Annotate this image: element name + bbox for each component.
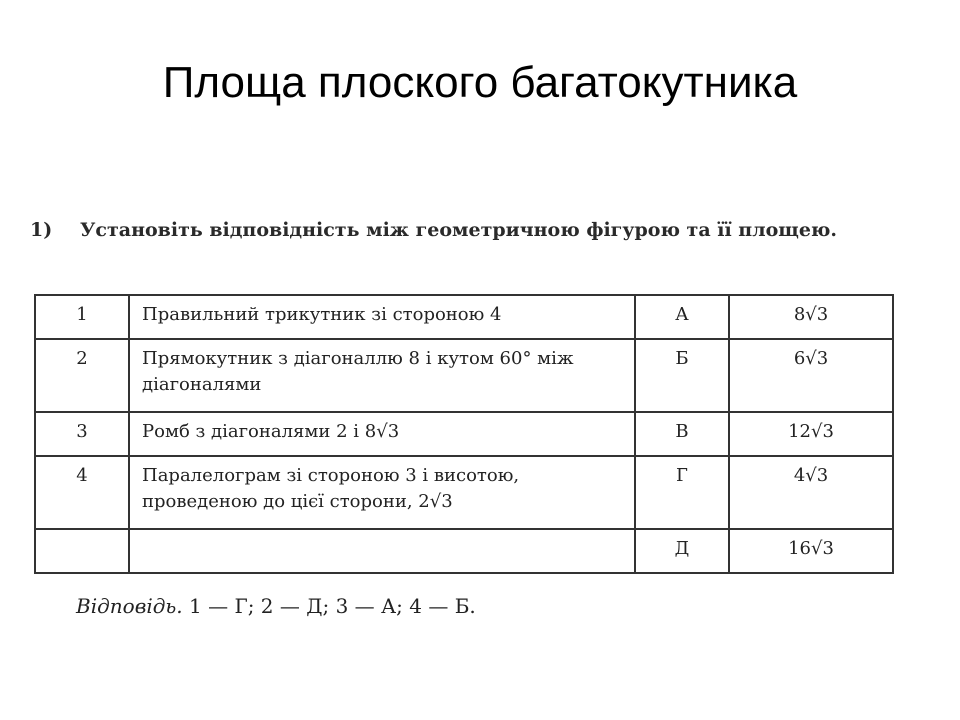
- option-letter: А: [635, 295, 729, 339]
- matching-table: [34, 294, 894, 574]
- option-letter: В: [635, 412, 729, 456]
- row-number: 1: [35, 295, 129, 339]
- table-row: [35, 412, 893, 456]
- area-value: 12√3: [729, 412, 893, 456]
- answer-text: 1 — Г; 2 — Д; 3 — А; 4 — Б.: [189, 594, 476, 618]
- figure-description: Ромб з діагоналями 2 і 8√3: [129, 412, 635, 456]
- figure-description: [129, 529, 635, 573]
- option-letter: Г: [635, 456, 729, 529]
- slide-title: Площа плоского багатокутника: [162, 58, 798, 107]
- problem-text: Установіть відповідність між геометричною фігурою та її площею.: [80, 219, 838, 241]
- area-value: 4√3: [729, 456, 893, 529]
- option-letter: Д: [635, 529, 729, 573]
- problem-statement: [30, 212, 950, 248]
- row-number: 2: [35, 339, 129, 412]
- table-row: [35, 339, 893, 412]
- row-number: 4: [35, 456, 129, 529]
- area-value: 16√3: [729, 529, 893, 573]
- area-value: 8√3: [729, 295, 893, 339]
- figure-description: Прямокутник з діагоналлю 8 і кутом 60° між діагоналями: [129, 339, 635, 412]
- row-number: [35, 529, 129, 573]
- area-value: 6√3: [729, 339, 893, 412]
- figure-description: Правильний трикутник зі стороною 4: [129, 295, 635, 339]
- table-row: [35, 295, 893, 339]
- row-number: 3: [35, 412, 129, 456]
- problem-number: 1): [30, 219, 53, 241]
- figure-description: Паралелограм зі стороною 3 і висотою, проведеною до цієї сторони, 2√3: [129, 456, 635, 529]
- option-letter: Б: [635, 339, 729, 412]
- answer-label: Відповідь.: [76, 594, 183, 618]
- table-row: [35, 529, 893, 573]
- table-row: [35, 456, 893, 529]
- answer-line: [76, 594, 476, 618]
